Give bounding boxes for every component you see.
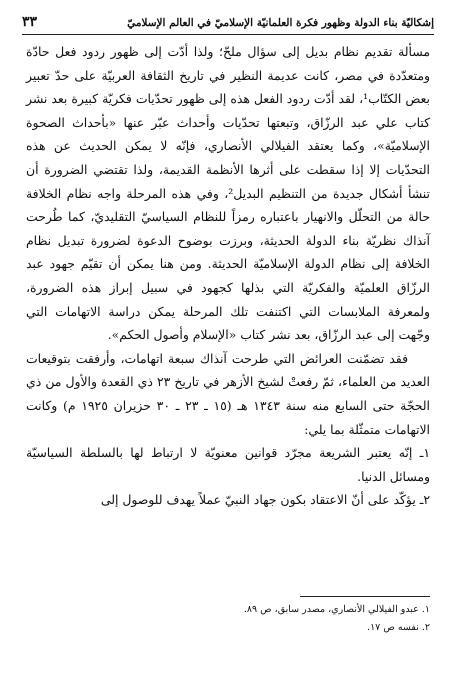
footnotes <box>26 601 430 637</box>
header-rule <box>22 34 434 35</box>
paragraph-1: مسألة تقديم نظام بديل إلى سؤال ملحّ؛ ولذا أدّت إلى ظهور ردود فعل حادّة ومتعدّدة في مصر، كانت عديمة النظير في تاريخ الثقافة العربيّة على حدّ تعبير بعض الكتّاب¹، لقد أدّت ردود الفعل هذه إلى ظهور تحدّيات فكريّة كبيرة بعد نشر كتاب علي عبد الرزّاق، وتبعتها تحدّيات وأحداث عبّر عنها «بأحداث الصحوة الإسلاميّة»، وكما يعتقد الفيلالي الأنصاري، فإنّه لا يمكن الحديث عن هذه التحدّيات إلا إذا سقطت على أثرها الأنظمة القديمة، ولذا تقتضي الضرورة أن تنشأ أشكال جديدة من التنظيم البديل²، وفي هذه المرحلة واجه نظام الخلافة حالة من التحلّل والانهيار باعتباره رمزاً للنظام السياسيّ التقليديّ، كما طُرحت آنذاك نظريّة بناء الدولة الحديثة، وبرزت بوضوح الدعوة لضرورة تبديل نظام الخلافة إلى نظام الدولة الإسلاميّة الحديثة. ومن هنا يمكن أن تقيّم جهود عبد الرزّاق العلميّة والفكريّة التي بذلها كجهود في سبيل إبراز هذه الضرورة، ولمعرفة الملابسات التي اكتنفت تلك المرحلة يمكن دراسة الاتهامات التي وجّهت إلى عبد الرزّاق، بعد نشر كتاب «الإسلام وأصول الحكم». <box>26 44 430 343</box>
list-item-2: ٢ـ يؤكّد على أنّ الاعتقاد بكون جهاد النبيّ عملاً يهدف للوصول إلى <box>100 492 430 508</box>
running-title: إشكاليّة بناء الدولة وظهور فكرة العلمانيّة الإسلاميّ في العالم الإسلاميّ <box>127 17 434 29</box>
footnote-rule <box>300 596 430 597</box>
paragraph-2: فقد تضمّنت العرائض التي طرحت آنذاك سبعة اتهامات، وأرفقت بتوقيعات العديد من العلماء، ثمّ رفعتْ لشيخ الأزهر في تاريخ ٢٣ ذي القعدة والأول من ذي الحجّة حتى السابع منه سنة ١٣٤٣ هـ (١٥ ـ ٢٣ ـ ٣٠ حزيران ١٩٢٥ م) وكانت الاتهامات متمثّلة بما يلي: <box>26 350 430 437</box>
page-header <box>22 14 434 30</box>
footnote-1: ١. عبدو الفيلالي الأنصاري، مصدر سابق، ص ٨٩. <box>243 604 430 615</box>
page-number: ٣٣ <box>22 14 38 30</box>
footnote-2: ٢. نفسه ص ١٧. <box>367 622 430 633</box>
list-item-1: ١ـ إنّه يعتبر الشريعة مجرّد قوانين معنويّة لا ارتباط لها بالسلطة السياسيّة ومسائل الدنيا. <box>26 445 430 484</box>
body-text <box>26 40 430 512</box>
